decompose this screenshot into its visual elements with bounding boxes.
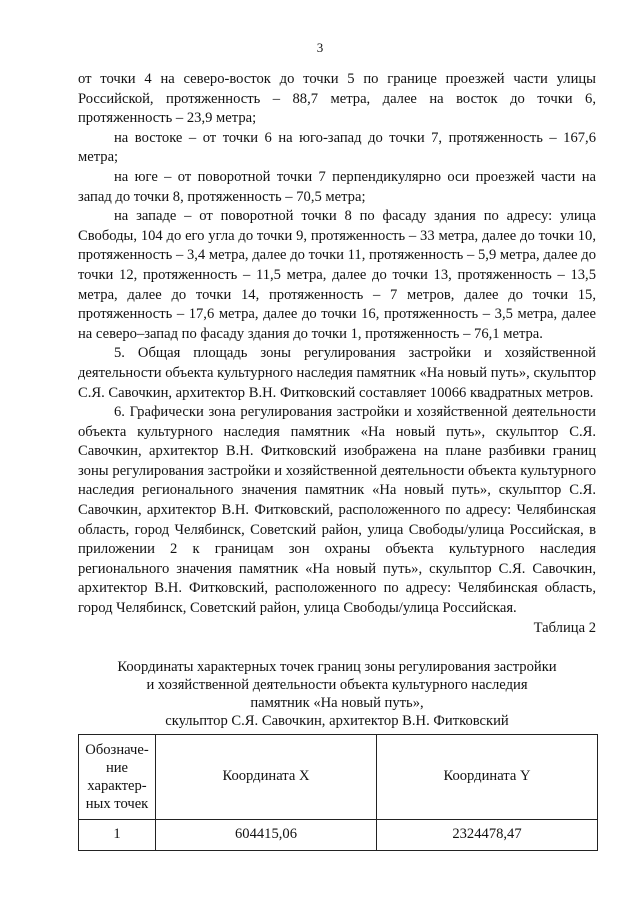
table-caption-line: и хозяйственной деятельности объекта культурного наследия bbox=[146, 677, 528, 694]
document-body bbox=[78, 70, 596, 851]
paragraph-item-6-graphics: 6. Графически зона регулирования застройки и хозяйственной деятельности объекта культурного наследия памятник «На новый путь», скульптор С.Я. Савочкин, архитектор В.Н. Фитковский изображена на плане разбивки границ зоны регулирования застройки и хозяйственной деятельности объекта культурного наследия регионального значения памятник «На новый путь», скульптор С.Я. Савочкин, архитектор В.Н. Фитковский, расположенного по адресу: Челябинская область, город Челябинск, Советский район, улица Свободы/улица Российская, в приложении 2 к границам зон охраны объекта культурного наследия регионального значения памятник «На новый путь», скульптор С.Я. Савочкин, архитектор В.Н. Фитковский, расположенного по адресу: Челябинская область, город Челябинск, Советский район, улица Свободы/улица Российская. bbox=[78, 404, 596, 617]
cell-y: 2324478,47 bbox=[377, 820, 598, 851]
paragraph-item-5-area: 5. Общая площадь зоны регулирования застройки и хозяйственной деятельности объекта культурного наследия памятник «На новый путь», скульптор С.Я. Савочкин, архитектор В.Н. Фитковский составляет 10066 квадратных метров. bbox=[78, 345, 596, 401]
header-line: ных точек bbox=[85, 796, 149, 813]
header-line: ние bbox=[105, 760, 129, 777]
table-reference: Таблица 2 bbox=[533, 619, 596, 636]
cell-x: 604415,06 bbox=[156, 820, 377, 851]
page-number: 3 bbox=[316, 40, 324, 55]
table-caption-line: скульптор С.Я. Савочкин, архитектор В.Н. Фитковский bbox=[165, 713, 509, 730]
paragraph-east-boundary: на востоке – от точки 6 на юго-запад до точки 7, протяженность – 167,6 метра; bbox=[78, 129, 596, 166]
table-row bbox=[79, 820, 598, 851]
paragraph-north-boundary-continued: от точки 4 на северо-восток до точки 5 по границе проезжей части улицы Российской, протяженность – 88,7 метра, далее на восток до точки 6, протяженность – 23,9 метра; bbox=[78, 71, 596, 127]
table-caption-line: памятник «На новый путь», bbox=[250, 695, 424, 712]
header-coordinate-y: Координата Y bbox=[377, 735, 598, 820]
paragraph-west-boundary: на западе – от поворотной точки 8 по фасаду здания по адресу: улица Свободы, 104 до его угла до точки 9, протяженность – 33 метра, далее до точки 10, протяженность – 3,4 метра, далее до точки 11, протяженность – 5,9 метра, далее до точки 12, протяженность – 11,5 метра, далее до точки 13, протяженность – 13,5 метра, далее до точки 14, протяженность – 7 метров, далее до точки 15, протяженность – 17,6 метра, далее до точки 16, протяженность – 3,5 метра, далее на северо–запад по фасаду здания до точки 1, протяженность – 76,1 метра. bbox=[78, 208, 596, 342]
header-line: характер- bbox=[87, 778, 147, 795]
header-point-designation bbox=[79, 735, 156, 820]
paragraph-south-boundary: на юге – от поворотной точки 7 перпендикулярно оси проезжей части на запад до точки 8, протяженность – 70,5 метра; bbox=[78, 168, 596, 205]
table-caption bbox=[78, 658, 596, 730]
table-header-row bbox=[79, 735, 598, 820]
header-coordinate-x: Координата X bbox=[156, 735, 377, 820]
coordinates-table bbox=[78, 734, 598, 851]
table-caption-line: Координаты характерных точек границ зоны регулирования застройки bbox=[117, 659, 557, 676]
header-line: Обозначе- bbox=[85, 742, 149, 759]
cell-point: 1 bbox=[79, 820, 156, 851]
